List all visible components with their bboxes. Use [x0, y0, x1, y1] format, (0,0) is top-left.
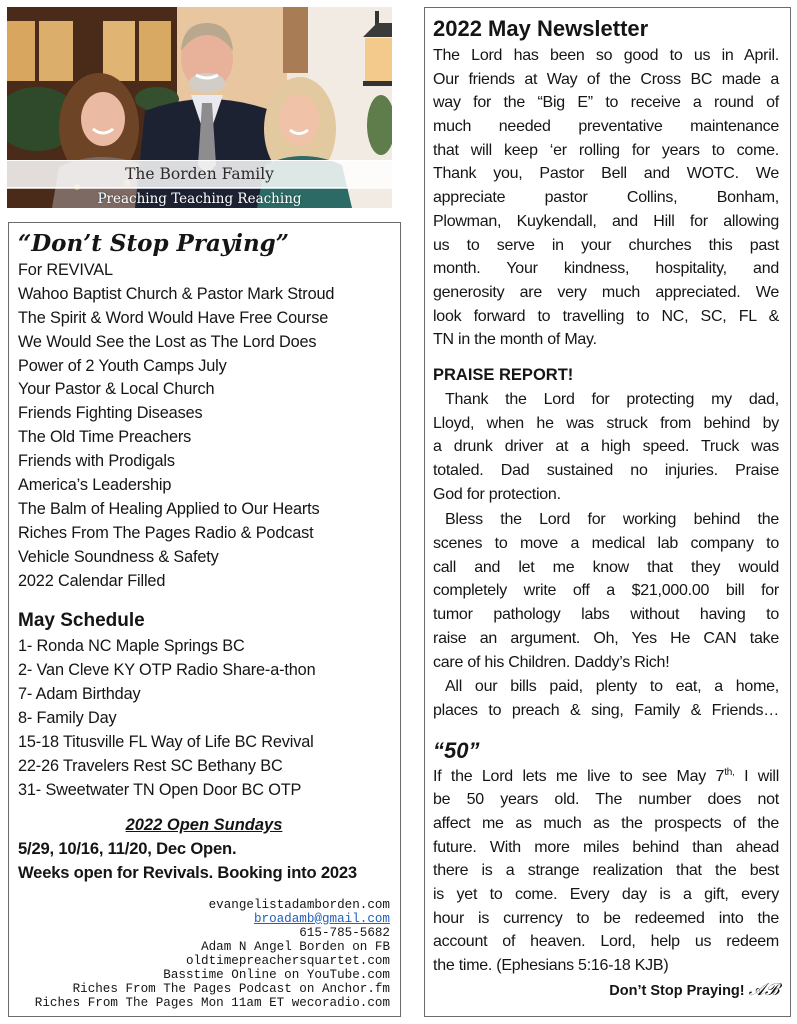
text-line [433, 765, 779, 789]
open-sundays-dates: 5/29, 10/16, 11/20, Dec Open. [18, 838, 237, 858]
schedule-item: 7- Adam Birthday [18, 685, 141, 704]
text-line: that will keep ‘er rolling for years to come. [433, 141, 779, 159]
prayer-item: We Would See the Lost as The Lord Does [18, 332, 317, 351]
text-line: is yet to come. Every day is a gift, every [433, 886, 779, 903]
schedule-item: 22-26 Travelers Rest SC Bethany BC [18, 756, 283, 775]
praise-bill-paragraph [433, 508, 779, 674]
prayer-item: The Old Time Preachers [18, 428, 192, 447]
prayer-item: Vehicle Soundness & Safety [18, 547, 219, 566]
text-line: care of his Children. Daddy’s Rich! [433, 653, 670, 671]
text-line: completely write off a $21,000.00 bill for [433, 582, 779, 600]
photo-caption-title: The Borden Family [7, 160, 392, 188]
signature-initials: 𝒜ℬ [748, 979, 779, 1000]
text-line: tumor pathology labs without having to [433, 606, 779, 624]
text-line: much needed preventative maintenance [433, 118, 779, 136]
contact-email-link[interactable]: broadamb@gmail.com [253, 911, 390, 926]
text-line: hour is currency to be redeemed into the [433, 909, 779, 927]
prayer-item: Your Pastor & Local Church [18, 380, 215, 399]
text-line: scenes to move a medical lab company to [433, 535, 779, 553]
schedule-title: May Schedule [18, 610, 145, 632]
text-line: Our friends at Way of the Cross BC made a [433, 70, 779, 88]
signoff-text: Don’t Stop Praying! [609, 982, 745, 999]
fifty-heading: “50” [433, 737, 480, 763]
schedule-item: 31- Sweetwater TN Open Door BC OTP [18, 780, 302, 799]
ordinal-suffix: th, [724, 766, 735, 778]
text-line: us to serve in your churches this past [433, 236, 779, 254]
text-line: month. Your kindness, hospitality, and [433, 260, 779, 278]
open-sundays-note: Weeks open for Revivals. Booking into 2023 [18, 862, 357, 882]
signoff [433, 978, 779, 1002]
text-line: raise an argument. Oh, Yes He CAN take [433, 629, 779, 647]
schedule-item: 15-18 Titusville FL Way of Life BC Revival [18, 733, 314, 752]
contact-phone: 615-785-5682 [299, 925, 390, 940]
prayer-item: Wahoo Baptist Church & Pastor Mark Stroud [18, 284, 335, 303]
praise-blessings-paragraph [433, 675, 779, 722]
prayer-title: “Don’t Stop Praying” [18, 230, 289, 257]
text-line: appreciate pastor Collins, Bonham, [433, 189, 779, 207]
prayer-item: Riches From The Pages Radio & Podcast [18, 523, 314, 542]
photo-caption-subtitle: Preaching Teaching Reaching [7, 188, 392, 208]
prayer-item: Power of 2 Youth Camps July [18, 356, 227, 375]
contact-quartet-site: oldtimepreachersquartet.com [185, 953, 390, 968]
text-line: affect me as much as the prospects of the [433, 814, 779, 832]
newsletter-title: 2022 May Newsletter [433, 16, 649, 41]
schedule-list [18, 635, 390, 802]
contact-podcast: Riches From The Pages Podcast on Anchor.fm [72, 981, 390, 996]
text-line: The Lord has been so good to us in April. [433, 47, 779, 64]
prayer-list [18, 259, 390, 593]
prayer-item: Friends with Prodigals [18, 452, 175, 471]
contact-website: evangelistadamborden.com [208, 897, 390, 912]
text-line: Lloyd, when he was struck from behind by [433, 414, 779, 432]
prayer-item: The Balm of Healing Applied to Our Hearts [18, 499, 320, 518]
prayer-item: America’s Leadership [18, 476, 172, 495]
text-line: a drunk driver at a high speed. Truck was [433, 438, 779, 456]
prayer-item: For REVIVAL [18, 261, 113, 279]
text-line: call and let me know that they would [433, 558, 779, 576]
text-line: Thank you, Pastor Bell and WOTC. We [433, 165, 779, 183]
text-line: God for protection. [433, 485, 561, 503]
text-line: way for the “Big E” to receive a round of [433, 94, 779, 112]
prayer-schedule-panel [8, 222, 401, 1017]
schedule-item: 2- Van Cleve KY OTP Radio Share-a-thon [18, 661, 316, 680]
text-line: Thank the Lord for protecting my dad, [445, 390, 779, 408]
text-line: generosity are very much appreciated. We [433, 283, 779, 301]
text-line: Plowman, Kuykendall, and Hill for allowing [433, 212, 779, 230]
contact-radio: Riches From The Pages Mon 11am ET wecoradio.com [34, 995, 390, 1010]
contact-youtube: Basstime Online on YouTube.com [163, 967, 390, 982]
contact-facebook: Adam N Angel Borden on FB [201, 939, 390, 954]
text-line: account of heaven. Lord, help us redeem [433, 933, 779, 951]
text-segment: If the Lord lets me live to see May 7 [433, 767, 725, 785]
text-segment: I will [734, 767, 780, 785]
prayer-item: 2022 Calendar Filled [18, 571, 166, 590]
schedule-item: 1- Ronda NC Maple Springs BC [18, 637, 245, 656]
text-line: places to preach & sing, Family & Friends… [433, 701, 779, 719]
intro-paragraph [433, 44, 779, 352]
prayer-item: The Spirit & Word Would Have Free Course [18, 308, 329, 327]
text-line: the time. (Ephesians 5:16-18 KJB) [433, 957, 669, 975]
praise-dad-paragraph [433, 388, 779, 506]
text-line: be 50 years old. The number does not [433, 791, 779, 809]
fifty-paragraph [433, 765, 779, 978]
text-line: there is a strange realization that the best [433, 862, 779, 880]
schedule-item: 8- Family Day [18, 709, 117, 728]
praise-report-heading: PRAISE REPORT! [433, 365, 574, 384]
contact-info [18, 898, 390, 1010]
newsletter-panel [424, 7, 791, 1017]
text-line: TN in the month of May. [433, 331, 597, 349]
text-line: look forward to travelling to NC, SC, FL & [433, 307, 779, 325]
text-line: All our bills paid, plenty to eat, a home, [445, 678, 779, 696]
text-line: totaled. Dad sustained no injuries. Praise [433, 462, 779, 479]
family-photo [7, 7, 392, 208]
open-sundays-title: 2022 Open Sundays [125, 815, 283, 834]
text-line: Bless the Lord for working behind the [445, 511, 779, 529]
text-line: future. With more miles behind than ahead [433, 838, 779, 856]
prayer-item: Friends Fighting Diseases [18, 404, 203, 423]
